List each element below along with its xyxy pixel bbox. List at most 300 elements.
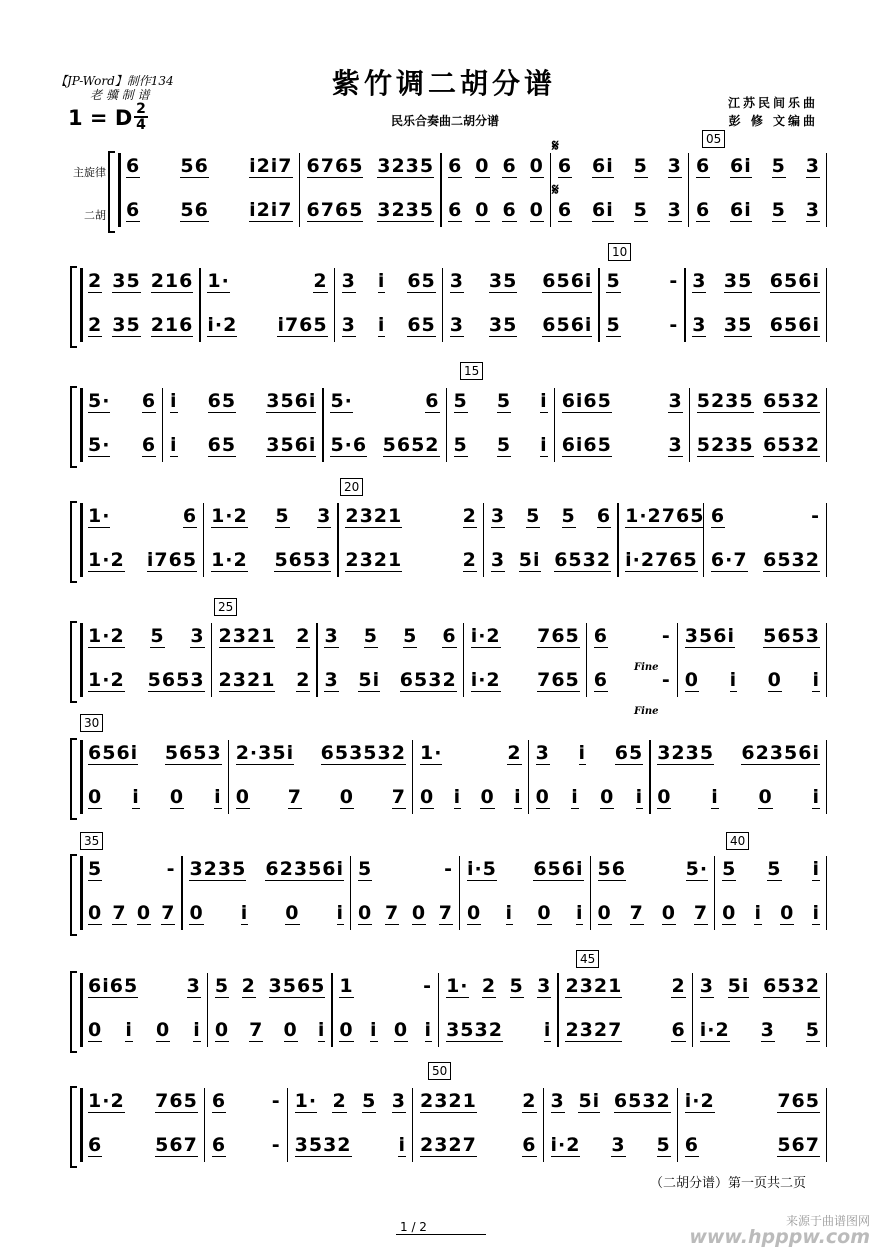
measure-notes bbox=[420, 742, 522, 765]
barline bbox=[80, 973, 83, 1047]
note-group: 0 bbox=[155, 1019, 171, 1041]
note-group: 2 bbox=[671, 975, 686, 997]
note-group: 5· bbox=[330, 390, 353, 412]
barline bbox=[528, 740, 529, 814]
note-group: 5i bbox=[578, 1090, 601, 1112]
barline bbox=[80, 740, 83, 814]
measure-notes bbox=[697, 434, 820, 457]
note-group: 3 bbox=[324, 625, 339, 647]
barline bbox=[228, 740, 229, 814]
note-group: 35 bbox=[723, 314, 753, 336]
system-bracket bbox=[70, 738, 77, 820]
barline bbox=[322, 388, 323, 462]
note-group: 5i bbox=[727, 975, 750, 997]
measure-notes bbox=[88, 270, 193, 293]
note-group: 3 bbox=[805, 199, 820, 221]
note-group: 0 bbox=[600, 786, 615, 808]
note-group: 0 bbox=[537, 902, 552, 924]
note-group: 6 bbox=[88, 1134, 103, 1156]
barline bbox=[598, 268, 599, 342]
note-group: 5 bbox=[403, 625, 418, 647]
note-group: i765 bbox=[277, 314, 328, 336]
note-group: 6 bbox=[141, 390, 157, 412]
note-group: 56 bbox=[180, 155, 209, 177]
measure-notes bbox=[88, 434, 156, 457]
note-group: i bbox=[540, 390, 548, 412]
note-group: 356i bbox=[684, 625, 735, 647]
note-group: 6 bbox=[211, 1090, 227, 1112]
barline bbox=[118, 153, 121, 227]
arranger: 彭 修 文编曲 bbox=[728, 114, 818, 128]
note-group: 765 bbox=[661, 505, 705, 527]
measure-notes bbox=[88, 975, 201, 998]
measure-notes bbox=[657, 786, 820, 809]
measure-notes bbox=[88, 902, 175, 925]
note-group: 65 bbox=[207, 390, 237, 412]
measure-notes bbox=[307, 155, 435, 178]
note-group: 2321 bbox=[419, 1090, 477, 1112]
note-group: - bbox=[271, 1090, 281, 1112]
measure-notes bbox=[219, 625, 311, 648]
note-group: 5 bbox=[633, 199, 648, 221]
note-group: 2 bbox=[462, 549, 477, 571]
barline bbox=[287, 1088, 288, 1162]
note-group: 5 bbox=[526, 505, 541, 527]
measure-number: 40 bbox=[726, 832, 749, 850]
note-group: 2 bbox=[296, 625, 311, 647]
note-group: 5 bbox=[214, 975, 230, 997]
note-group: 6·7 bbox=[710, 549, 748, 571]
note-group: 6532 bbox=[613, 1090, 671, 1112]
note-group: 6532 bbox=[763, 975, 820, 997]
note-group: i bbox=[543, 1019, 552, 1041]
measure-notes bbox=[345, 505, 476, 528]
system-bracket bbox=[70, 621, 77, 703]
note-group: i bbox=[240, 902, 249, 924]
measure-notes bbox=[358, 858, 453, 881]
measure-notes bbox=[454, 390, 548, 413]
barline bbox=[483, 503, 484, 577]
note-group: i·2 bbox=[699, 1019, 730, 1041]
barline bbox=[204, 1088, 205, 1162]
measure-notes bbox=[565, 975, 685, 998]
note-group: 3 bbox=[317, 505, 332, 527]
barline bbox=[826, 973, 827, 1047]
note-group: 656i bbox=[533, 858, 584, 880]
measure-notes bbox=[420, 1134, 537, 1157]
note-group: 0 bbox=[780, 902, 795, 924]
note-group: 656i bbox=[769, 314, 820, 336]
maker-credit-2: 老 骥 制 谱 bbox=[90, 88, 150, 102]
note-group: 5 bbox=[633, 155, 648, 177]
note-group: i bbox=[377, 270, 386, 292]
measure-notes bbox=[606, 314, 678, 337]
measure-number: 30 bbox=[80, 714, 103, 732]
barline bbox=[207, 973, 208, 1047]
note-group: 0 bbox=[358, 902, 373, 924]
measure-notes bbox=[711, 549, 820, 572]
note-group: 6 bbox=[593, 669, 609, 691]
note-group: 62356i bbox=[741, 742, 820, 764]
measure-notes bbox=[88, 390, 156, 413]
barline bbox=[412, 1088, 413, 1162]
measure-notes bbox=[625, 549, 697, 572]
note-group: 6 bbox=[684, 1134, 700, 1156]
note-group: 56 bbox=[597, 858, 626, 880]
barline bbox=[692, 973, 693, 1047]
note-group: i bbox=[170, 434, 178, 456]
measure-notes bbox=[471, 625, 580, 648]
note-group: - bbox=[811, 505, 820, 527]
note-group: 356i bbox=[266, 434, 317, 456]
note-group: 5653 bbox=[164, 742, 222, 764]
note-group: 3 bbox=[490, 549, 506, 571]
barline bbox=[80, 856, 83, 930]
note-group: i·2 bbox=[470, 625, 501, 647]
note-group: 35 bbox=[112, 314, 141, 336]
note-group: 2321 bbox=[218, 669, 276, 691]
note-group: i bbox=[754, 902, 762, 924]
barline bbox=[557, 973, 558, 1047]
note-group: - bbox=[271, 1134, 281, 1156]
note-group: 6532 bbox=[763, 434, 820, 456]
measure-notes bbox=[562, 390, 683, 413]
measure-notes bbox=[722, 858, 820, 881]
note-group: 5 bbox=[606, 270, 621, 292]
system-bracket bbox=[70, 501, 77, 583]
measure-notes bbox=[88, 858, 175, 881]
measure-notes bbox=[558, 199, 682, 222]
note-group: i2i7 bbox=[249, 155, 293, 177]
measure-notes bbox=[562, 434, 683, 457]
note-group: 6i bbox=[730, 155, 752, 177]
note-group: 0 bbox=[475, 199, 490, 221]
measure-notes bbox=[692, 270, 820, 293]
note-group: 5· bbox=[88, 390, 111, 412]
note-group: 6 bbox=[182, 505, 198, 527]
measure-number: 25 bbox=[214, 598, 237, 616]
note-group: 65 bbox=[407, 314, 436, 336]
note-group: i·2 bbox=[550, 1134, 581, 1156]
note-group: 6532 bbox=[763, 390, 820, 412]
note-group: 6765 bbox=[306, 155, 364, 177]
note-group: 2 bbox=[88, 270, 103, 292]
measure-notes bbox=[685, 1090, 820, 1113]
note-group: 7 bbox=[287, 786, 302, 808]
barline bbox=[316, 623, 317, 697]
note-group: 6 bbox=[126, 155, 141, 177]
note-group: 6 bbox=[695, 155, 711, 177]
measure-notes bbox=[711, 505, 820, 528]
note-group: 765 bbox=[655, 549, 698, 571]
note-group: - bbox=[669, 314, 679, 336]
system-bracket bbox=[70, 971, 77, 1053]
note-group: 0 bbox=[597, 902, 612, 924]
note-group: 7 bbox=[438, 902, 453, 924]
measure-notes bbox=[420, 786, 522, 809]
barline bbox=[211, 623, 212, 697]
measure-number: 45 bbox=[576, 950, 599, 968]
measure-notes bbox=[594, 625, 671, 648]
note-group: i765 bbox=[146, 549, 198, 571]
note-group: 0 bbox=[88, 902, 103, 924]
measure-number: 05 bbox=[702, 130, 725, 148]
fine-marker: Fine bbox=[634, 662, 659, 673]
note-group: 0 bbox=[411, 902, 427, 924]
measure-notes bbox=[295, 1134, 406, 1157]
barline bbox=[590, 856, 591, 930]
note-group: 0 bbox=[529, 199, 544, 221]
note-group: 656i bbox=[542, 270, 593, 292]
note-group: 5 bbox=[656, 1134, 671, 1156]
barline bbox=[446, 388, 447, 462]
note-group: 2321 bbox=[345, 505, 403, 527]
note-group: 5 bbox=[722, 858, 737, 880]
note-group: 3 bbox=[391, 1090, 406, 1112]
measure-notes bbox=[448, 199, 544, 222]
note-group: 6 bbox=[557, 155, 573, 177]
note-group: 7 bbox=[693, 902, 709, 924]
barline bbox=[299, 153, 300, 227]
barline bbox=[826, 268, 827, 342]
note-group: 653532 bbox=[320, 742, 406, 764]
measure-notes bbox=[696, 199, 820, 222]
note-group: i bbox=[193, 1019, 201, 1041]
maker-credit: 【JP-Word】制作134 bbox=[55, 74, 174, 88]
note-group: 3 bbox=[550, 1090, 565, 1112]
note-group: 2 bbox=[481, 975, 497, 997]
note-group: i bbox=[125, 1019, 133, 1041]
note-group: 656i bbox=[88, 742, 139, 764]
measure-notes bbox=[211, 549, 331, 572]
part-label-erhu: 二胡 bbox=[84, 209, 106, 222]
note-group: 6 bbox=[126, 199, 141, 221]
note-group: 6 bbox=[448, 199, 463, 221]
note-group: 765 bbox=[537, 669, 580, 691]
measure-notes bbox=[236, 742, 406, 765]
note-group: 5235 bbox=[696, 390, 754, 412]
note-group: i bbox=[578, 742, 587, 764]
measure-notes bbox=[88, 625, 205, 648]
note-group: 5 bbox=[767, 858, 782, 880]
note-group: 0 bbox=[339, 1019, 354, 1041]
note-group: 5 bbox=[453, 434, 468, 456]
measure-notes bbox=[219, 669, 311, 692]
measure-notes bbox=[467, 902, 584, 925]
measure-notes bbox=[170, 434, 316, 457]
measure-notes bbox=[722, 902, 820, 925]
note-group: 2327 bbox=[419, 1134, 477, 1156]
note-group: 6 bbox=[710, 505, 726, 527]
note-group: i bbox=[214, 786, 222, 808]
page-number-rule bbox=[396, 1234, 486, 1235]
measure-notes bbox=[236, 786, 406, 809]
note-group: 2 bbox=[522, 1090, 537, 1112]
measure-notes bbox=[88, 669, 205, 692]
measure-number: 50 bbox=[428, 1062, 451, 1080]
measure-notes bbox=[692, 314, 820, 337]
measure-notes bbox=[551, 1134, 671, 1157]
barline bbox=[554, 388, 555, 462]
note-group: 6i bbox=[730, 199, 752, 221]
note-group: 6 bbox=[141, 434, 157, 456]
note-group: 1·2 bbox=[88, 549, 125, 571]
barline bbox=[677, 623, 678, 697]
note-group: 6 bbox=[596, 505, 612, 527]
note-group: 6i65 bbox=[561, 390, 612, 412]
note-group: 0 bbox=[758, 786, 773, 808]
measure-number: 15 bbox=[460, 362, 483, 380]
note-group: 1· bbox=[446, 975, 469, 997]
note-group: 1·2 bbox=[625, 505, 662, 527]
note-group: 35 bbox=[723, 270, 753, 292]
composer-origin: 江苏民间乐曲 bbox=[727, 96, 818, 110]
key-signature: 1 = D bbox=[68, 106, 133, 130]
note-group: 6 bbox=[502, 199, 517, 221]
measure-notes bbox=[324, 669, 456, 692]
note-group: 5 bbox=[771, 199, 786, 221]
measure-notes bbox=[491, 505, 611, 528]
note-group: 65 bbox=[207, 434, 237, 456]
note-group: 3 bbox=[324, 669, 339, 691]
note-group: 1·2 bbox=[211, 505, 248, 527]
note-group: 1·2 bbox=[88, 669, 125, 691]
note-group: 2321 bbox=[565, 975, 623, 997]
measure-notes bbox=[536, 742, 644, 765]
barline bbox=[677, 1088, 678, 1162]
note-group: i bbox=[635, 786, 644, 808]
note-group: 0 bbox=[235, 786, 250, 808]
measure-number: 10 bbox=[608, 243, 631, 261]
barline bbox=[331, 973, 332, 1047]
measure-notes bbox=[339, 975, 432, 998]
measure-notes bbox=[339, 1019, 432, 1042]
note-group: 35 bbox=[112, 270, 141, 292]
measure-number: 20 bbox=[340, 478, 363, 496]
note-group: - bbox=[423, 975, 433, 997]
note-group: - bbox=[166, 858, 176, 880]
barline bbox=[80, 503, 83, 577]
note-group: 567 bbox=[777, 1134, 820, 1156]
note-group: i·5 bbox=[466, 858, 497, 880]
note-group: i bbox=[505, 902, 514, 924]
measure-notes bbox=[330, 434, 439, 457]
note-group: 2321 bbox=[345, 549, 403, 571]
note-group: - bbox=[661, 669, 671, 691]
note-group: 656i bbox=[769, 270, 820, 292]
measure-notes bbox=[88, 1019, 201, 1042]
note-group: 5 bbox=[606, 314, 621, 336]
note-group: i bbox=[812, 669, 820, 691]
note-group: 3532 bbox=[294, 1134, 352, 1156]
measure-notes bbox=[88, 742, 222, 765]
note-group: 7 bbox=[391, 786, 406, 808]
note-group: i bbox=[370, 1019, 378, 1041]
note-group: 0 bbox=[339, 786, 354, 808]
note-group: 3 bbox=[668, 434, 683, 456]
barline bbox=[199, 268, 200, 342]
note-group: - bbox=[669, 270, 679, 292]
measure-notes bbox=[358, 902, 453, 925]
note-group: 65 bbox=[407, 270, 436, 292]
note-group: 35 bbox=[488, 270, 518, 292]
note-group: 0 bbox=[475, 155, 490, 177]
note-group: 5· bbox=[88, 434, 111, 456]
note-group: 3235 bbox=[377, 199, 435, 221]
system-bracket bbox=[108, 151, 115, 233]
note-group: 0 bbox=[480, 786, 495, 808]
measure-notes bbox=[594, 669, 671, 692]
note-group: 56 bbox=[180, 199, 209, 221]
segno-icon: 𝄋 bbox=[552, 136, 559, 155]
measure-notes bbox=[696, 155, 820, 178]
barline bbox=[826, 856, 827, 930]
note-group: 3565 bbox=[268, 975, 326, 997]
measure-notes bbox=[565, 1019, 685, 1042]
measure-notes bbox=[307, 199, 435, 222]
measure-notes bbox=[170, 390, 316, 413]
barline bbox=[80, 388, 83, 462]
note-group: 656i bbox=[542, 314, 593, 336]
note-group: i bbox=[571, 786, 579, 808]
note-group: - bbox=[661, 625, 671, 647]
note-group: 0 bbox=[535, 786, 550, 808]
note-group: 765 bbox=[537, 625, 580, 647]
measure-notes bbox=[551, 1090, 671, 1113]
note-group: 0 bbox=[136, 902, 152, 924]
measure-notes bbox=[207, 314, 327, 337]
note-group: 6 bbox=[695, 199, 711, 221]
note-group: 6 bbox=[211, 1134, 227, 1156]
measure-notes bbox=[342, 314, 436, 337]
barline bbox=[543, 1088, 544, 1162]
barline bbox=[459, 856, 460, 930]
barline bbox=[463, 623, 464, 697]
note-group: 3 bbox=[537, 975, 552, 997]
measure-notes bbox=[536, 786, 644, 809]
barline bbox=[412, 740, 413, 814]
barline bbox=[684, 268, 685, 342]
measure-notes bbox=[88, 505, 197, 528]
note-group: i bbox=[336, 902, 345, 924]
note-group: i bbox=[398, 1134, 406, 1156]
barline bbox=[80, 623, 83, 697]
barline bbox=[586, 623, 587, 697]
note-group: 6 bbox=[442, 625, 457, 647]
barline bbox=[826, 503, 827, 577]
note-group: 216 bbox=[150, 270, 194, 292]
measure-notes bbox=[448, 155, 544, 178]
barline bbox=[689, 388, 690, 462]
note-group: 0 bbox=[88, 786, 103, 808]
measure-notes bbox=[189, 858, 344, 881]
note-group: 3 bbox=[341, 270, 356, 292]
barline bbox=[826, 740, 827, 814]
note-group: 3235 bbox=[657, 742, 715, 764]
measure-notes bbox=[88, 1090, 198, 1113]
barline bbox=[442, 268, 443, 342]
measure-notes bbox=[685, 669, 820, 692]
measure-notes bbox=[598, 858, 709, 881]
note-group: 5 bbox=[275, 505, 290, 527]
note-group: 0 bbox=[88, 1019, 103, 1041]
note-group: 6i bbox=[591, 155, 614, 177]
note-group: 0 bbox=[214, 1019, 230, 1041]
time-bottom: 4 bbox=[134, 116, 148, 132]
measure-notes bbox=[625, 505, 705, 528]
note-group: 1· bbox=[294, 1090, 318, 1112]
measure-notes bbox=[420, 1090, 537, 1113]
